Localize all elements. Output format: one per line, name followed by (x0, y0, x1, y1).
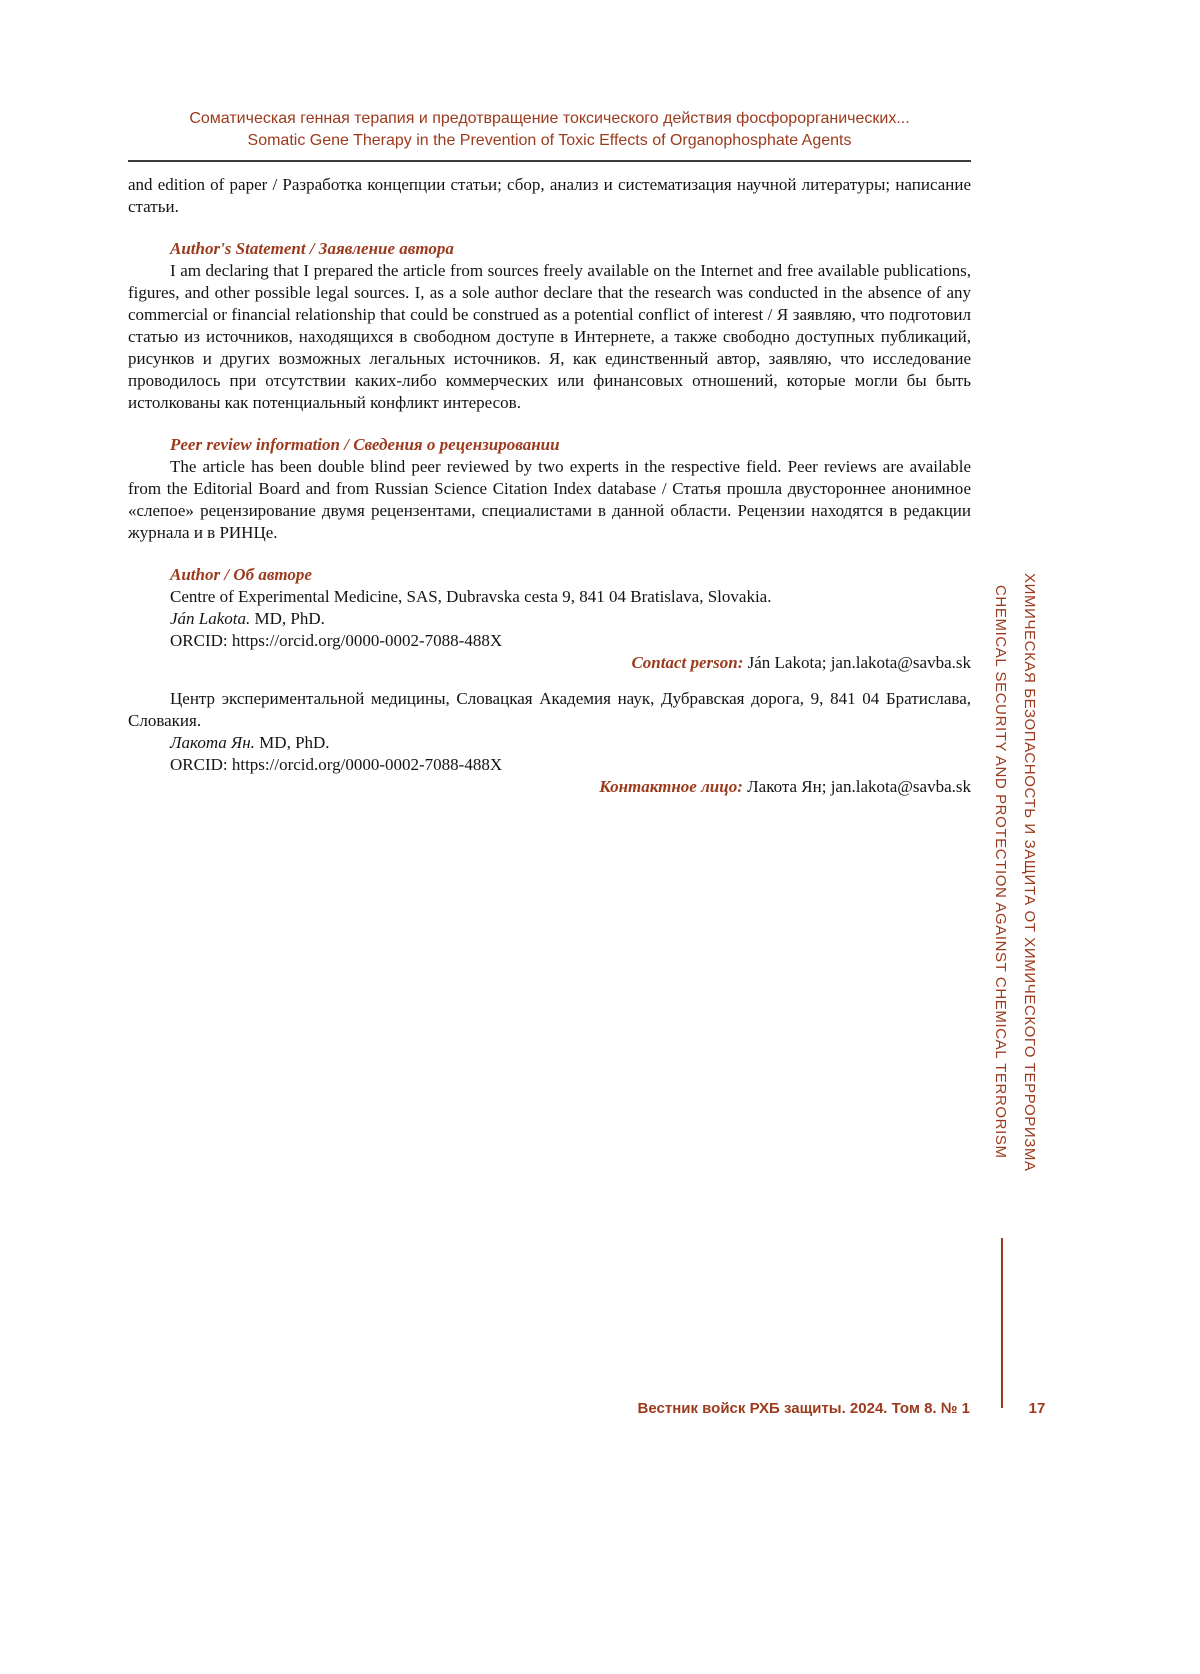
author-name-line-ru (128, 732, 971, 754)
contact-person-value-ru: Лакота Ян; jan.lakota@savba.sk (747, 777, 971, 796)
author-affiliation-ru: Центр экспериментальной медицины, Словацкая Академия наук, Дубравская дорога, 9, 841 04 Братислава, Словакия. (128, 689, 971, 730)
vertical-rule (1001, 1238, 1003, 1408)
contact-person-label-ru: Контактное лицо: (599, 777, 748, 796)
contact-person-line-ru (128, 776, 971, 798)
section-banner-vertical (986, 524, 1044, 1220)
author-degrees-en: MD, PhD. (250, 609, 325, 628)
footer-page-number: 17 (1028, 1400, 1046, 1417)
peer-review-paragraph: The article has been double blind peer reviewed by two experts in the respective field. Peer reviews are available from the Editorial Board and from Russian Science Citation Index database / Статья прошла двустороннее анонимное «слепое» рецензирование двумя рецензентами, специалистами в данной области. Рецензии находятся в редакции журнала и в РИНЦе. (128, 457, 971, 542)
header-rule (128, 160, 971, 162)
section-heading-author: Author / Об авторе (170, 565, 312, 584)
authors-statement-paragraph: I am declaring that I prepared the article from sources freely available on the Internet and free available publications, figures, and other possible legal sources. I, as a sole author declare that the research was conducted in the absence of any commercial or financial relationship that could be construed as a potential conflict of interest / Я заявляю, что подготовил статью из источников, находящихся в свободном доступе в Интернете, а также свободно доступных публикаций, рисунков и других возможных легальных источников. Я, как единственный автор, заявляю, что исследование проводилось при отсутствии каких-либо коммерческих или финансовых отношений, которые могли бы быть истолкованы как потенциальный конфликт интересов. (128, 261, 971, 412)
running-head-title-ru: Соматическая генная терапия и предотвращение токсического действия фосфорорганических... (189, 110, 910, 127)
section-banner-text-en: CHEMICAL SECURITY AND PROTECTION AGAINST CHEMICAL TERRORISM (992, 585, 1009, 1159)
author-orcid-ru: ORCID: https://orcid.org/0000-0002-7088-488X (170, 755, 503, 774)
section-heading-peer-review: Peer review information / Сведения о рецензировании (170, 435, 560, 454)
author-name-ru: Лакота Ян. (170, 733, 255, 752)
author-orcid-en: ORCID: https://orcid.org/0000-0002-7088-488X (170, 631, 503, 650)
running-head-title-en: Somatic Gene Therapy in the Prevention of Toxic Effects of Organophosphate Agents (247, 132, 852, 149)
section-banner-text-ru: ХИМИЧЕСКАЯ БЕЗОПАСНОСТЬ И ЗАЩИТА ОТ ХИМИЧЕСКОГО ТЕРРОРИЗМА (1021, 572, 1038, 1172)
footer-journal-title: Вестник войск РХБ защиты. 2024. Том 8. № 1 (637, 1400, 970, 1417)
section-heading-authors-statement: Author's Statement / Заявление автора (170, 239, 454, 258)
article-back-matter (128, 174, 971, 798)
contact-person-line-en (128, 652, 971, 674)
author-name-en: Ján Lakota. (170, 609, 251, 628)
contact-person-label-en: Contact person: (631, 653, 748, 672)
author-name-line-en (128, 608, 971, 630)
contribution-paragraph: and edition of paper / Разработка концепции статьи; сбор, анализ и систематизация научной литературы; написание статьи. (128, 175, 971, 216)
author-degrees-ru: MD, PhD. (254, 733, 330, 752)
running-head (128, 108, 971, 162)
contact-person-value-en: Ján Lakota; jan.lakota@savba.sk (747, 653, 971, 672)
author-affiliation-en: Centre of Experimental Medicine, SAS, Dubravska cesta 9, 841 04 Bratislava, Slovakia. (170, 587, 772, 606)
